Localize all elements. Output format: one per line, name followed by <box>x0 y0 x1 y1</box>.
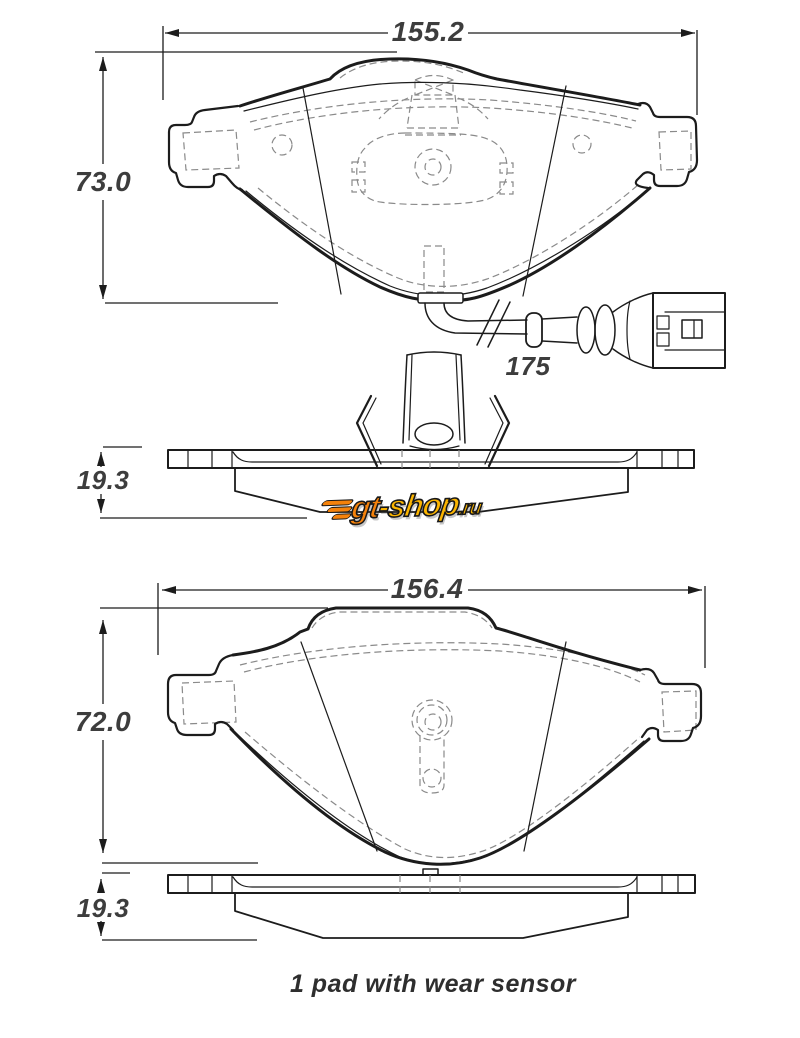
backplate-bar-2-recess <box>233 877 637 887</box>
pad2-front-view <box>168 608 701 864</box>
wear-sensor-assembly <box>418 293 725 368</box>
sensor-wire-inner <box>444 303 527 321</box>
clip-grommet <box>415 423 453 445</box>
bar2-center-hidden-lines <box>400 875 460 893</box>
pad1-clip-tab-left <box>352 162 365 192</box>
pad1-bottom-edge <box>240 188 650 301</box>
connector-latch-bottom <box>657 333 669 346</box>
pad1-center-hole-outer <box>415 149 451 185</box>
pad1-front-view <box>169 59 697 301</box>
backplate-bar-1-dividers <box>188 450 678 468</box>
backplate-bar-1-recess <box>233 452 637 462</box>
pad1-bottom-slot <box>424 246 444 292</box>
pad1-slant-right <box>523 86 566 296</box>
boot-bellow-2 <box>595 305 615 355</box>
pad2-keyhole-bottom-hole <box>423 769 441 787</box>
pad2-hidden-right-ear <box>662 691 696 732</box>
wire-sleeve <box>542 317 577 343</box>
drawing-caption: 1 pad with wear sensor <box>289 970 577 998</box>
clip-tower-right-edge <box>461 355 465 443</box>
bar1-center-hidden-lines <box>402 450 459 468</box>
boot-bellow-1 <box>577 307 595 353</box>
pad2-inner-bottom-line <box>236 733 644 864</box>
backplate-bar-2 <box>168 875 695 893</box>
backplate-bar-1 <box>168 450 694 468</box>
pad1-hidden-bottom <box>258 185 638 286</box>
watermark-text-ru: .ru <box>456 496 483 520</box>
boot-cone-rib <box>627 301 630 359</box>
pad1-right-ear <box>636 103 697 188</box>
pad2-hidden-top-line-1 <box>240 643 645 675</box>
pad2-side-view <box>168 869 695 938</box>
dim-label-pad2-thickness: 19.3 <box>76 893 130 923</box>
pad1-clip-blob <box>357 133 507 205</box>
connector-window <box>682 320 702 338</box>
pad1-hidden-hole-left <box>272 135 292 155</box>
dim-label-pad1-width: 155.2 <box>391 16 465 47</box>
dim-label-pad1-height: 73.0 <box>74 166 132 197</box>
friction-profile-2 <box>235 893 628 938</box>
connector-latch-top <box>657 316 669 329</box>
pad2-hidden-arch <box>312 612 492 628</box>
dim-label-pad2-height: 72.0 <box>74 706 132 737</box>
pad2-keyhole-outer <box>412 700 452 740</box>
connector-body <box>653 293 725 368</box>
wire-ferrule <box>526 313 542 347</box>
watermark-text-shop: -shop <box>376 486 462 525</box>
pad2-bottom-edge <box>231 729 649 864</box>
pad1-clip-top-box <box>415 76 453 96</box>
pad1-clip-tab-right <box>500 163 513 194</box>
sensor-wire-outer <box>425 303 527 334</box>
pad1-left-ear <box>169 106 242 190</box>
wire-break-marks <box>477 300 510 347</box>
clip-tower-top <box>407 352 461 355</box>
pad1-hidden-left-ear <box>183 130 239 170</box>
watermark-text-gt: gt <box>349 489 382 526</box>
backplate-bar-2-dividers <box>188 875 678 893</box>
sensor-mount-block <box>418 293 463 303</box>
connector-inner-lines <box>665 312 725 350</box>
dim-label-sensor-length: 175 <box>505 351 551 381</box>
pad2-top-edge <box>233 608 640 670</box>
pad2-keyhole-stem <box>420 735 444 793</box>
pad1-center-hole-inner <box>425 159 441 175</box>
dim-label-pad2-width: 156.4 <box>390 573 464 604</box>
boot-cone <box>613 293 653 368</box>
clip-tower-left-edge <box>403 355 407 443</box>
pad2-slant-right <box>524 642 566 851</box>
pad2-hidden-left-ear <box>182 681 236 724</box>
pad1-clip-wing-right <box>458 98 488 119</box>
pad2-right-ear <box>640 669 701 741</box>
pad1-hidden-hole-right <box>573 135 591 153</box>
pad1-hidden-right-ear <box>659 131 691 170</box>
pad2-keyhole-inner <box>425 714 441 730</box>
watermark-logo <box>349 486 484 526</box>
pad2-left-ear <box>168 655 233 735</box>
dim-label-pad1-thickness: 19.3 <box>76 465 130 495</box>
pad1-clip-tower-sides <box>405 95 461 135</box>
